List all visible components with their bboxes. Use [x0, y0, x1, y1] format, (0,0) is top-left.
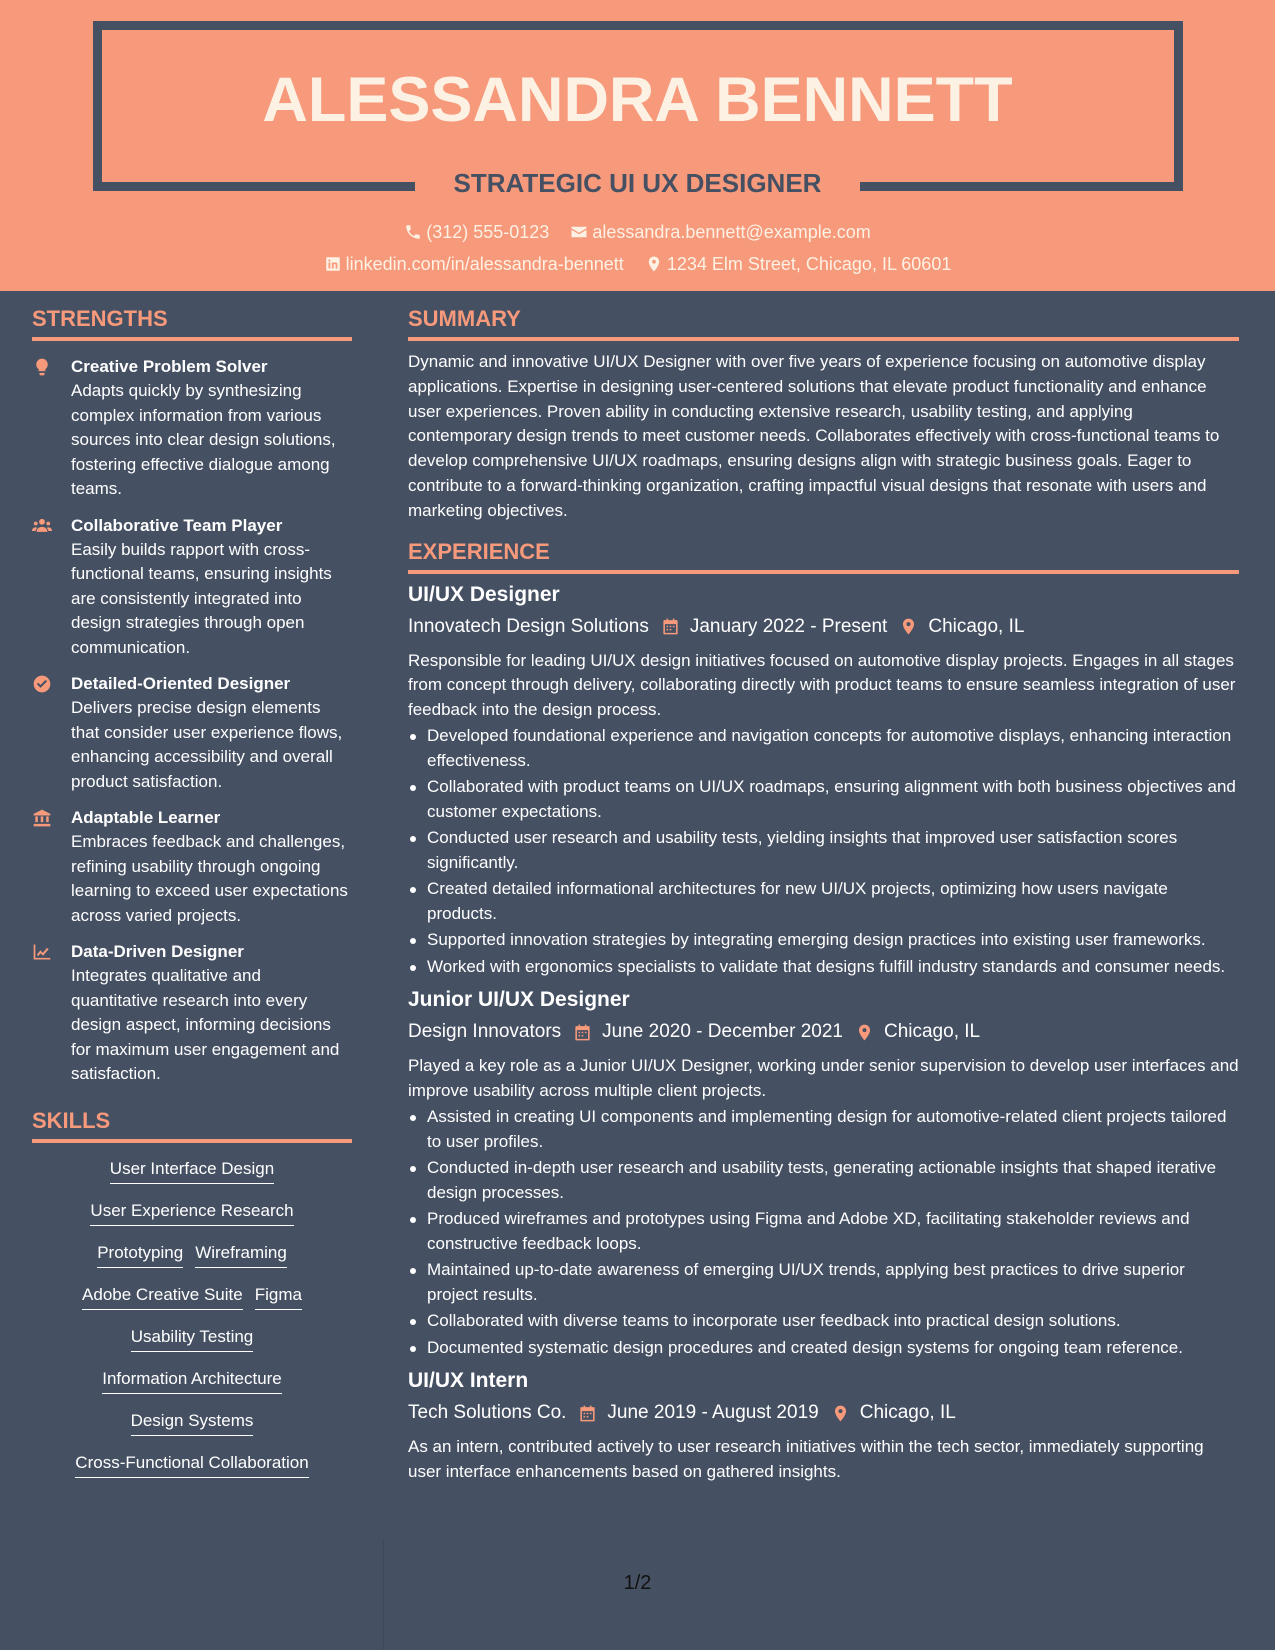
- users-icon: [32, 516, 54, 536]
- job-bullet: Maintained up-to-date awareness of emerging UI/UX trends, applying best practices to drive superior project results.: [408, 1258, 1239, 1307]
- strength-name: Adaptable Learner: [71, 808, 221, 827]
- strength-item: [32, 514, 352, 661]
- job-bullet: Collaborated with product teams on UI/UX roadmaps, ensuring alignment with both business objectives and customer expectations.: [408, 775, 1239, 824]
- job-dates: June 2019 - August 2019: [607, 1402, 819, 1424]
- skill-tag: Prototyping: [97, 1241, 183, 1268]
- institution-icon: [32, 808, 54, 828]
- linkedin-text: linkedin.com/in/alessandra-bennett: [345, 254, 624, 274]
- map-pin-icon: [899, 617, 918, 636]
- job-bullet: Produced wireframes and prototypes using Figma and Adobe XD, facilitating stakeholder reviews and constructive feedback loops.: [408, 1207, 1239, 1256]
- address-text: 1234 Elm Street, Chicago, IL 60601: [666, 254, 952, 274]
- skills-heading: SKILLS: [32, 1107, 352, 1143]
- calendar-icon: [578, 1404, 597, 1423]
- left-column: [32, 291, 352, 1493]
- strength-name: Creative Problem Solver: [71, 357, 268, 376]
- chart-line-icon: [32, 942, 54, 962]
- check-circle-icon: [32, 674, 54, 694]
- skill-tag: User Interface Design: [110, 1157, 274, 1184]
- contact-email[interactable]: [570, 220, 870, 244]
- skill-line: [32, 1325, 352, 1352]
- skills-list: [32, 1157, 352, 1478]
- strength-name: Collaborative Team Player: [71, 515, 283, 535]
- phone-text: (312) 555-0123: [426, 222, 550, 242]
- strength-desc: Adapts quickly by synthesizing complex information from various sources into clear design solutions, fostering effective dialogue among teams.: [71, 381, 336, 498]
- job-bullet: Created detailed informational architectures for new UI/UX projects, optimizing how users navigate products.: [408, 877, 1239, 926]
- job-bullet: Documented systematic design procedures and created design systems for ongoing team reference.: [408, 1336, 1239, 1361]
- right-column: [408, 291, 1239, 1484]
- phone-icon: [404, 223, 422, 241]
- job-title: UI/UX Designer: [408, 582, 560, 606]
- job-location: Chicago, IL: [859, 1402, 956, 1424]
- job-bullets: [408, 1105, 1239, 1360]
- linkedin-icon: [324, 255, 342, 273]
- job-bullet: Worked with ergonomics specialists to validate that designs fulfill industry standards and consumer needs.: [408, 955, 1239, 980]
- summary-text: Dynamic and innovative UI/UX Designer with over five years of experience focusing on automotive display applications. Expertise in designing user-centered solutions that elevate product functionality and enhance user experiences. Proven ability in conducting extensive research, usability testing, and applying contemporary design trends to meet customer needs. Collaborates effectively with cross-functional teams to develop comprehensive UI/UX roadmaps, ensuring designs align with strategic business goals. Eager to contribute to a forward-thinking organization, crafting impactful visual designs that resonate with users and marketing objectives.: [408, 352, 1220, 520]
- map-pin-icon: [855, 1023, 874, 1042]
- job-company: Design Innovators: [408, 1021, 562, 1043]
- contact-address: [645, 252, 952, 276]
- job-entry: [408, 1367, 1239, 1484]
- skill-line: [32, 1409, 352, 1436]
- skill-tag: User Experience Research: [90, 1199, 293, 1226]
- contact-row: [0, 220, 1275, 247]
- contact-phone[interactable]: [404, 220, 549, 244]
- candidate-role: STRATEGIC UI UX DESIGNER: [453, 168, 822, 198]
- skill-line: [32, 1367, 352, 1394]
- email-text: alessandra.bennett@example.com: [592, 222, 871, 242]
- strength-desc: Embraces feedback and challenges, refining usability through ongoing learning to exceed user expectations across varied projects.: [71, 832, 348, 925]
- skill-line: [32, 1199, 352, 1226]
- job-company: Tech Solutions Co.: [408, 1402, 567, 1424]
- skill-tag: Design Systems: [131, 1409, 254, 1436]
- job-bullet: Assisted in creating UI components and implementing design for automotive-related client projects tailored to user profiles.: [408, 1105, 1239, 1154]
- calendar-icon: [661, 617, 680, 636]
- header-frame: [93, 21, 1183, 30]
- strength-item: [32, 806, 352, 928]
- skill-line: [32, 1283, 352, 1310]
- job-bullet: Developed foundational experience and navigation concepts for automotive displays, enhancing interaction effectiveness.: [408, 724, 1239, 773]
- job-title: UI/UX Intern: [408, 1369, 529, 1393]
- calendar-icon: [573, 1023, 592, 1042]
- job-bullet: Supported innovation strategies by integrating emerging design practices into existing user frameworks.: [408, 928, 1239, 953]
- job-entry: [408, 986, 1239, 1360]
- job-desc: As an intern, contributed actively to user research initiatives within the tech sector, immediately supporting user interface enhancements based on gathered insights.: [408, 1437, 1204, 1481]
- job-dates: January 2022 - Present: [689, 615, 888, 637]
- contact-linkedin[interactable]: [324, 252, 624, 276]
- strength-name: Detailed-Oriented Designer: [71, 674, 291, 693]
- skill-line: [32, 1451, 352, 1478]
- experience-heading: EXPERIENCE: [408, 538, 1239, 574]
- job-bullet: Conducted user research and usability tests, yielding insights that improved user satisfaction scores significantly.: [408, 826, 1239, 875]
- map-pin-icon: [645, 255, 663, 273]
- lightbulb-icon: [32, 357, 54, 377]
- job-entry: [408, 581, 1239, 980]
- strength-desc: Delivers precise design elements that consider user experience flows, enhancing accessibility and overall product satisfaction.: [71, 698, 343, 791]
- job-company: Innovatech Design Solutions: [408, 615, 649, 637]
- strength-name: Data-Driven Designer: [71, 942, 244, 961]
- job-bullet: Collaborated with diverse teams to incorporate user feedback into practical design solutions.: [408, 1309, 1239, 1334]
- strength-desc: Easily builds rapport with cross-functional teams, ensuring insights are consistently integrated into design strategies through open communication.: [71, 539, 332, 657]
- map-pin-icon: [831, 1404, 850, 1423]
- skill-tag: Information Architecture: [102, 1367, 282, 1394]
- job-location: Chicago, IL: [928, 615, 1025, 637]
- header-banner: [0, 0, 1275, 291]
- job-bullets: [408, 724, 1239, 979]
- candidate-name: ALESSANDRA BENNETT: [262, 65, 1013, 135]
- skill-line: [32, 1241, 352, 1268]
- job-meta: [408, 1400, 1239, 1426]
- envelope-icon: [570, 223, 588, 241]
- skill-tag: Cross-Functional Collaboration: [75, 1451, 308, 1478]
- page-number: 1/2: [623, 1572, 652, 1594]
- contact-row: [0, 252, 1275, 279]
- skill-tag: Usability Testing: [131, 1325, 254, 1352]
- job-desc: Played a key role as a Junior UI/UX Designer, working under senior supervision to develop user interfaces and improve usability across multiple client projects.: [408, 1056, 1239, 1100]
- strengths-heading: STRENGTHS: [32, 305, 352, 341]
- skill-tag: Adobe Creative Suite: [82, 1283, 243, 1310]
- strength-desc: Integrates qualitative and quantitative research into every design aspect, informing decisions for maximum user engagement and satisfaction.: [71, 966, 340, 1083]
- job-dates: June 2020 - December 2021: [602, 1021, 843, 1043]
- job-meta: [408, 1019, 1239, 1045]
- job-title: Junior UI/UX Designer: [408, 988, 630, 1012]
- column-divider: [383, 1540, 384, 1650]
- job-location: Chicago, IL: [883, 1021, 981, 1043]
- skill-tag: Wireframing: [195, 1241, 287, 1268]
- job-bullet: Conducted in-depth user research and usability tests, generating actionable insights that shaped iterative design processes.: [408, 1156, 1239, 1205]
- strength-item: [32, 940, 352, 1087]
- job-desc: Responsible for leading UI/UX design initiatives focused on automotive display projects. Engages in all stages from concept through delivery, collaborating directly with product teams to ensure seamless integration of user feedback into the design process.: [408, 650, 1236, 719]
- summary-heading: SUMMARY: [408, 305, 1239, 341]
- strength-item: [32, 355, 352, 502]
- skill-tag: Figma: [255, 1283, 302, 1310]
- job-meta: [408, 614, 1239, 640]
- skill-line: [32, 1157, 352, 1184]
- strength-item: [32, 672, 352, 794]
